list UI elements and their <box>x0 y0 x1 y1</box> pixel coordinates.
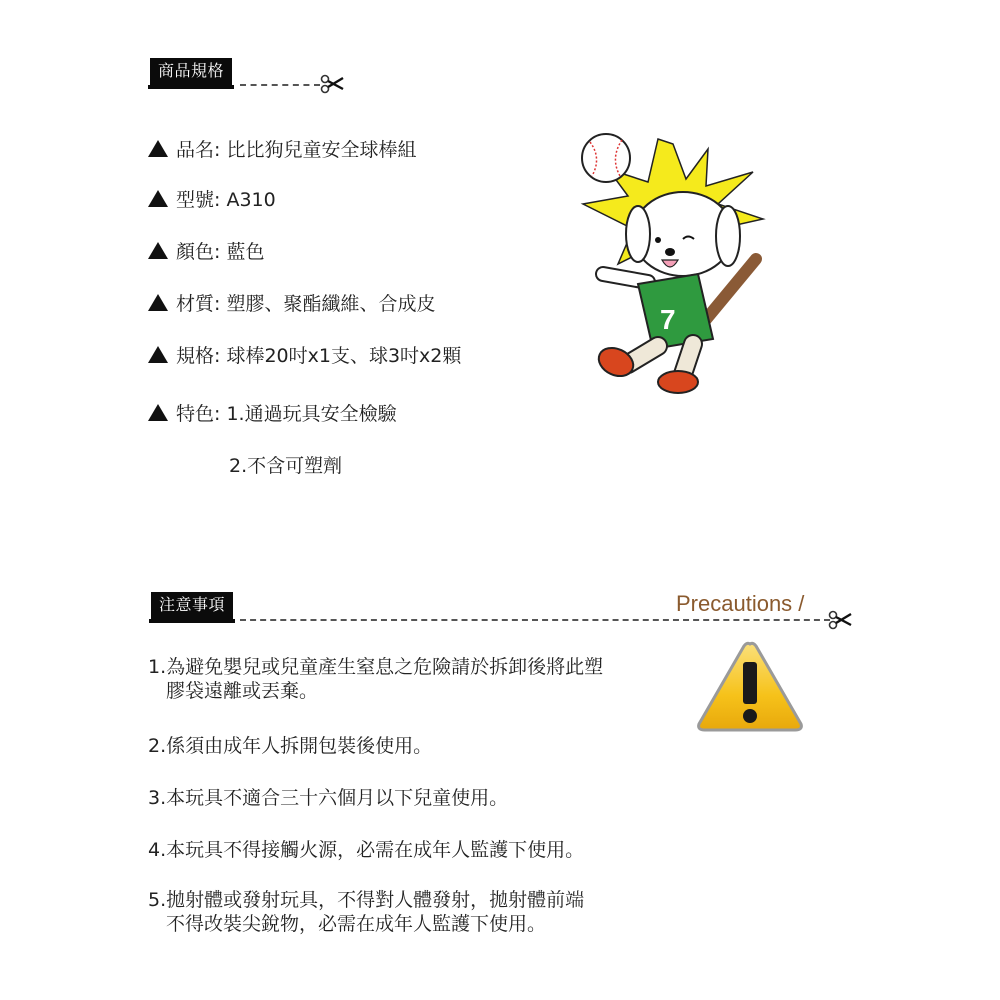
warning-triangle-icon <box>695 640 805 732</box>
precautions-section-title: 注意事項 <box>159 595 226 614</box>
spec-label: 材質: <box>176 293 221 315</box>
triangle-up-icon <box>148 346 168 363</box>
precautions-english-title: Precautions / <box>676 591 805 616</box>
note-text-continued: 膠袋遠離或丟棄。 <box>166 680 319 702</box>
spec-item-name <box>148 138 416 162</box>
spec-value: 球棒20吋x1支、球3吋x2顆 <box>226 345 462 367</box>
spec-value: 1.通過玩具安全檢驗 <box>226 403 397 425</box>
precaution-note-4 <box>148 838 584 862</box>
dashed-divider <box>240 84 320 86</box>
triangle-up-icon <box>148 294 168 311</box>
spec-value: A310 <box>226 189 276 211</box>
baseball-icon <box>582 134 630 182</box>
note-text: 4.本玩具不得接觸火源，必需在成年人監護下使用。 <box>148 839 585 861</box>
dog-baseball-mascot-illustration <box>578 124 768 394</box>
spec-item-size <box>148 344 461 368</box>
spec-item-features <box>148 402 397 426</box>
spec-label: 型號: <box>176 189 221 211</box>
precaution-note-1 <box>148 655 603 703</box>
triangle-up-icon <box>148 140 168 157</box>
precaution-note-3 <box>148 786 508 810</box>
precaution-note-5 <box>148 888 584 936</box>
spec-item-color <box>148 240 264 264</box>
scissors-icon <box>828 610 852 630</box>
triangle-up-icon <box>148 242 168 259</box>
spec-section-title: 商品規格 <box>158 61 225 80</box>
spec-label: 品名: <box>176 139 221 161</box>
spec-section-tag <box>150 58 232 86</box>
spec-label: 特色: <box>176 403 221 425</box>
spec-value: 藍色 <box>226 241 265 263</box>
spec-item-material <box>148 292 435 316</box>
triangle-up-icon <box>148 190 168 207</box>
spec-label: 顏色: <box>176 241 221 263</box>
spec-label: 規格: <box>176 345 221 367</box>
note-text: 1.為避免嬰兒或兒童產生窒息之危險請於拆卸後將此塑 <box>148 656 604 678</box>
precautions-section-tag <box>151 592 233 620</box>
scissors-icon <box>320 74 344 94</box>
note-text: 2.係須由成年人拆開包裝後使用。 <box>148 735 433 757</box>
dashed-divider <box>240 619 830 621</box>
precaution-note-2 <box>148 734 432 758</box>
note-text: 5.拋射體或發射玩具，不得對人體發射，拋射體前端 <box>148 889 585 911</box>
spec-value: 比比狗兒童安全球棒組 <box>226 139 417 161</box>
note-text-continued: 不得改裝尖銳物，必需在成年人監護下使用。 <box>166 913 547 935</box>
jersey-number: 7 <box>660 304 676 335</box>
spec-item-model <box>148 188 276 212</box>
triangle-up-icon <box>148 404 168 421</box>
spec-value: 塑膠、聚酯纖維、合成皮 <box>226 293 436 315</box>
spec-feature-extra: 2.不含可塑劑 <box>229 455 343 477</box>
note-text: 3.本玩具不適合三十六個月以下兒童使用。 <box>148 787 509 809</box>
